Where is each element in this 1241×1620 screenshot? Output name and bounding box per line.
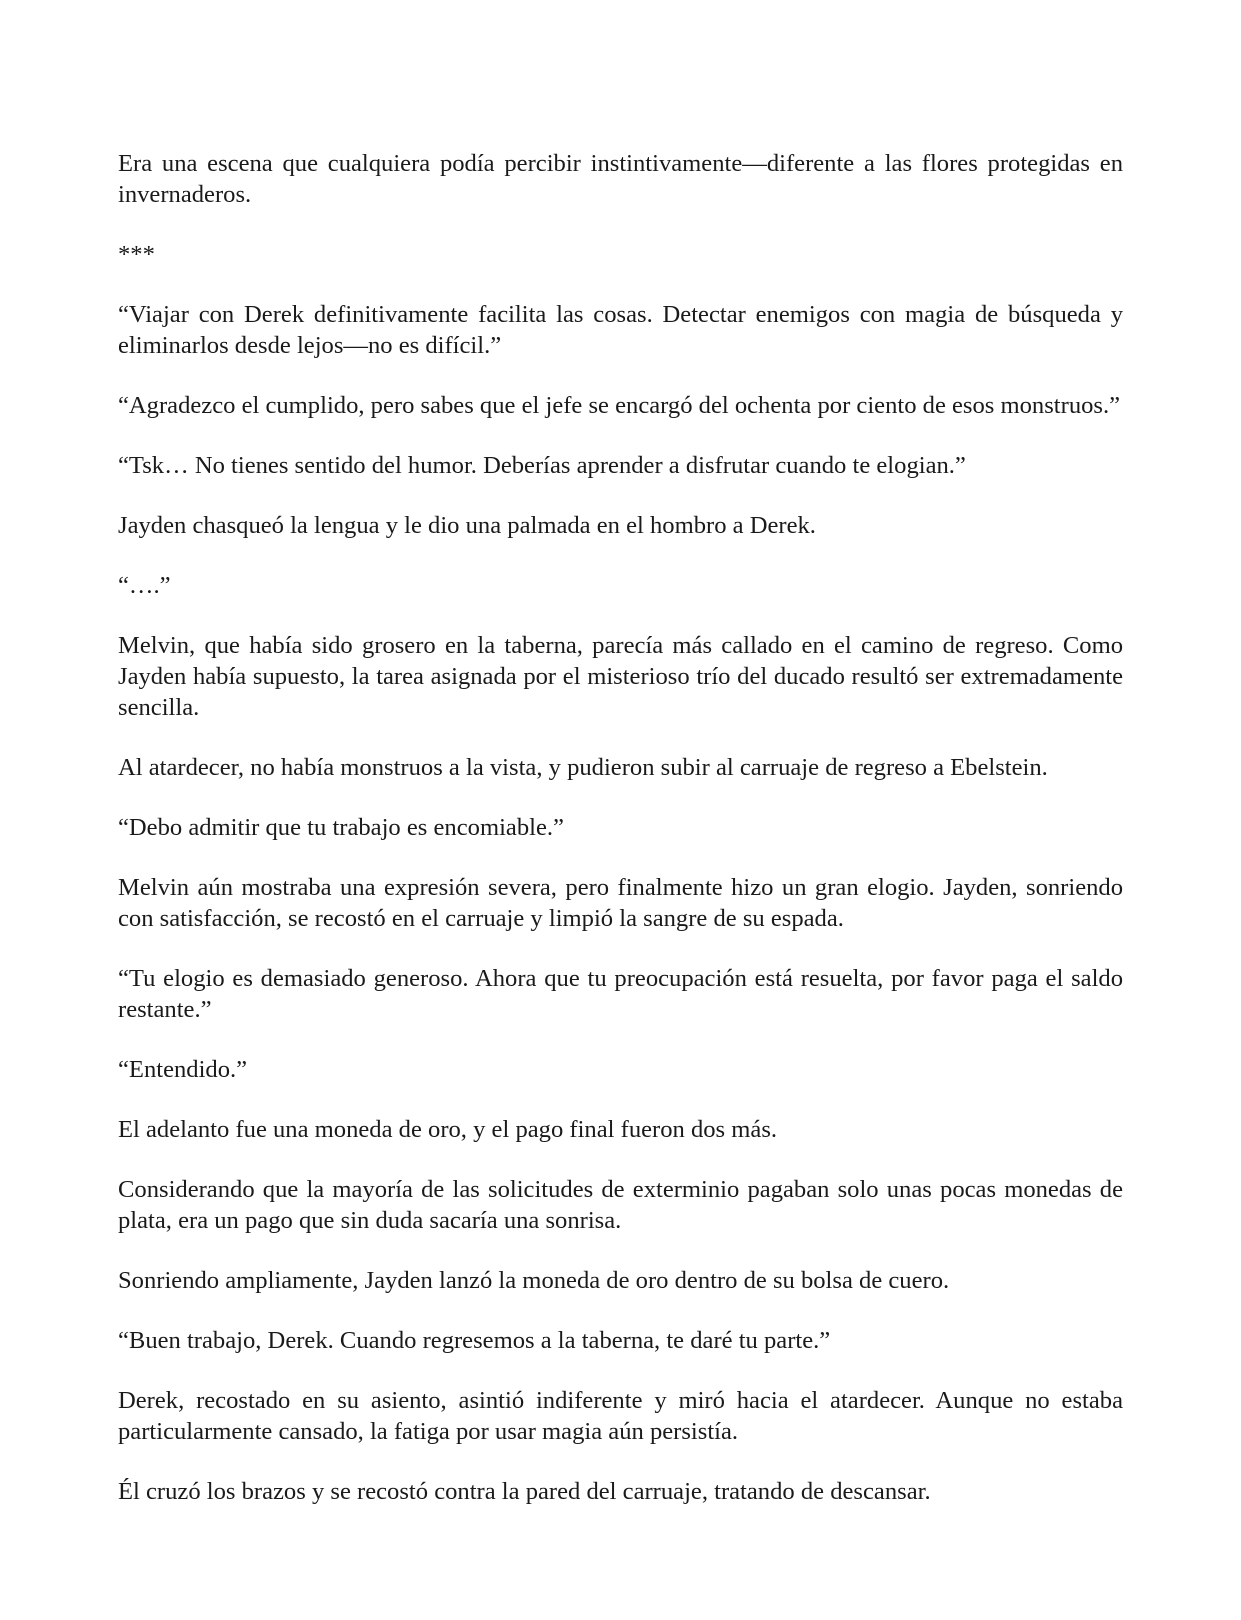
paragraph: “Buen trabajo, Derek. Cuando regresemos a la taberna, te daré tu parte.”: [118, 1327, 831, 1354]
paragraph: “Debo admitir que tu trabajo es encomiable.”: [118, 814, 564, 841]
paragraph: “Tsk… No tienes sentido del humor. Deberías aprender a disfrutar cuando te elogian.”: [118, 452, 966, 479]
paragraph: “Agradezco el cumplido, pero sabes que el jefe se encargó del ochenta por ciento de esos monstruos.”: [118, 392, 1121, 419]
document-body: [118, 148, 1123, 1536]
paragraph: Sonriendo ampliamente, Jayden lanzó la moneda de oro dentro de su bolsa de cuero.: [118, 1267, 950, 1294]
paragraph: Melvin, que había sido grosero en la taberna, parecía más callado en el camino de regreso. Como Jayden había supuesto, la tarea asignada por el misterioso trío del ducado resultó ser extremadamente sencilla.: [118, 632, 1123, 721]
paragraph: “Tu elogio es demasiado generoso. Ahora que tu preocupación está resuelta, por favor paga el saldo restante.”: [118, 965, 1123, 1023]
paragraph: Melvin aún mostraba una expresión severa, pero finalmente hizo un gran elogio. Jayden, sonriendo con satisfacción, se recostó en el carruaje y limpió la sangre de su espada.: [118, 874, 1123, 932]
paragraph: Él cruzó los brazos y se recostó contra la pared del carruaje, tratando de descansar.: [118, 1478, 931, 1505]
scene-break: ***: [118, 241, 155, 268]
paragraph: “Viajar con Derek definitivamente facilita las cosas. Detectar enemigos con magia de búsqueda y eliminarlos desde lejos—no es difícil.”: [118, 301, 1123, 359]
paragraph: Considerando que la mayoría de las solicitudes de exterminio pagaban solo unas pocas monedas de plata, era un pago que sin duda sacaría una sonrisa.: [118, 1176, 1123, 1234]
paragraph: Al atardecer, no había monstruos a la vista, y pudieron subir al carruaje de regreso a Ebelstein.: [118, 754, 1048, 781]
paragraph: Era una escena que cualquiera podía percibir instintivamente—diferente a las flores protegidas en invernaderos.: [118, 150, 1123, 208]
paragraph: “….”: [118, 572, 171, 599]
paragraph: Jayden chasqueó la lengua y le dio una palmada en el hombro a Derek.: [118, 512, 816, 539]
paragraph: “Entendido.”: [118, 1056, 248, 1083]
paragraph: Derek, recostado en su asiento, asintió indiferente y miró hacia el atardecer. Aunque no estaba particularmente cansado, la fatiga por usar magia aún persistía.: [118, 1387, 1123, 1445]
paragraph: El adelanto fue una moneda de oro, y el pago final fueron dos más.: [118, 1116, 778, 1143]
